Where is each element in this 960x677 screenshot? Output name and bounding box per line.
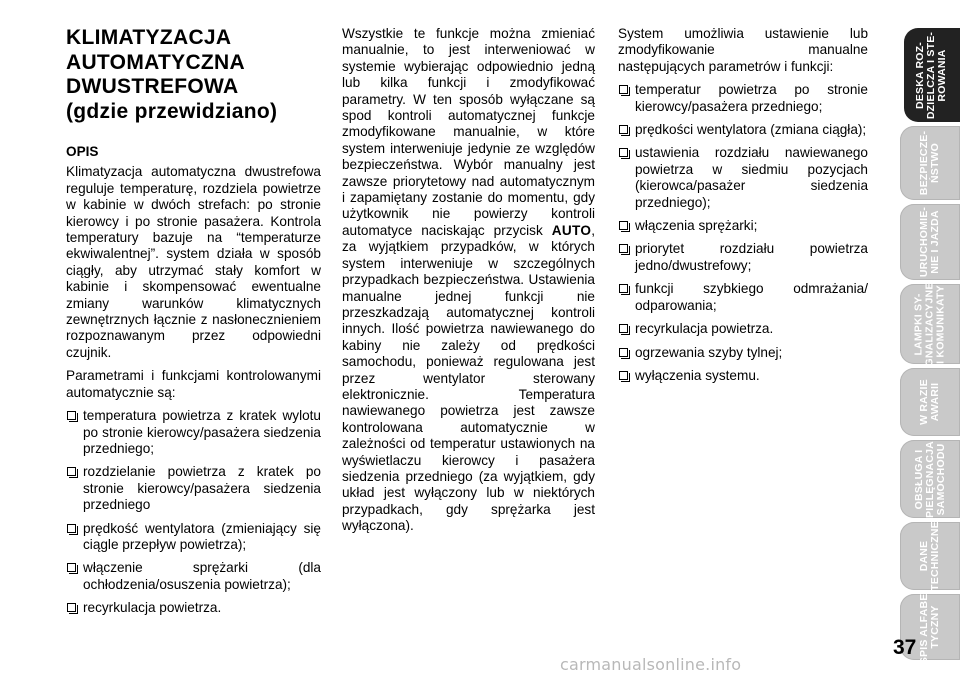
list-item-text: ogrzewania szyby tylnej; [635,344,783,360]
paragraph: System umożliwia ustawienie lub zmodyfikowanie manualne następujących parametrów i funkcji: [618,26,868,74]
checkbox-bullet-icon [619,85,628,94]
column-3 [618,26,868,391]
list-item-text: włączenia sprężarki; [635,218,758,234]
tab-label-line: SPIS ALFABE- [918,589,931,665]
column-2 [342,26,595,542]
checkbox-bullet-icon [619,324,628,333]
column-1 [66,26,321,624]
list-item [618,368,868,384]
tab-label-line: TYCZNY [929,605,942,649]
checkbox-bullet-icon [67,467,76,476]
tab-bezpieczenstwo[interactable] [900,126,960,200]
page-number: 37 [893,636,917,659]
list-item [618,345,868,361]
checkbox-bullet-icon [67,524,76,533]
tab-label-line: LAMPKI SY- [912,292,925,356]
list-item-text: włączenie sprężarki (dla ochłodzenia/osuszenia powietrza); [83,560,321,592]
list-item-text: recyrkulacja powietrza. [83,600,222,616]
list-item [66,560,321,593]
tab-label-line: DESKA ROZ- [914,41,927,109]
tab-dane-techniczne[interactable] [900,522,960,590]
list-item-text: ustawienia rozdziału nawiewanego powietrza w siedmiu pozycjach (kierowca/pasażer siedzenia przedniego); [635,145,868,210]
checkbox-bullet-icon [619,371,628,380]
title-line: KLIMATYZACJA [66,26,232,49]
watermark: carmanualsonline.info [560,655,742,674]
title-line: AUTOMATYCZNA [66,50,245,74]
checkbox-bullet-icon [619,244,628,253]
tab-deska-rozdzielcza[interactable] [904,28,960,122]
tab-label-line: SAMOCHODU [934,443,947,515]
chapter-tabs [880,28,960,665]
checkbox-bullet-icon [619,148,628,157]
tab-obsluga-i-pielegnacja[interactable] [900,440,960,518]
tab-label-line: W RAZIE [917,379,930,425]
tab-label-line: NIE I JAZDA [929,210,941,274]
list-item-text: recyrkulacja powietrza. [635,321,774,337]
paragraph: Parametrami i funkcjami kontrolowanymi automatycznie są: [66,368,321,400]
checkbox-bullet-icon [619,221,628,230]
paragraph: Klimatyzacja automatyczna dwustrefowa reguluje temperaturę, rozdziela powietrze w kabinie w dwóch strefach: po stronie kierowcy i po stronie pasażera. Kontrola temperatury bazuje na “temperaturze ekwiwalentnej”. system działa w sposób ciągły, aby utrzymać stały komfort w kabinie i skompensować ewentualne zmiany warunków klimatycznych zewnętrznych łącznie z nasłonecznieniem rozpoznawanym przez odpowiedni czujnik. [66,164,321,360]
list-item [66,464,321,513]
list-item [66,521,321,554]
tab-label-line: DANE [918,540,931,572]
checkbox-bullet-icon [67,563,76,572]
tab-uruchomienie-i-jazda[interactable] [900,204,960,280]
list-item [66,408,321,457]
checkbox-list [618,82,868,384]
tab-label-line: PIELĘGNACJA [923,440,936,518]
tab-label-line: GNALIZACYJNE [923,281,936,367]
list-item [618,241,868,274]
list-item [618,82,868,115]
list-item [618,321,868,337]
tab-label-line: ŃSTWO [929,142,942,184]
checkbox-bullet-icon [67,603,76,612]
tab-label-line: BEZPIECZE- [918,130,931,196]
paragraph-text: , za wyjątkiem przypadków, w których system interweniuje w szczególnych przypadkach bezpieczeństwa. Ustawienia manualne jednej funkcji nie przeszkadzają automatycznej kontroli innych. Ilość powietrza nawiewanego do kabiny nie zależy od prędkości samochodu, ponieważ regulowana jest przez wentylator sterowany elektronicznie. Temperatura nawiewanego powietrza jest zawsze kontrolowana automatycznie w zależności od temperatur ustawionych na wyświetlaczu kierowcy i pasażera siedzenia przedniego (za wyjątkiem, gdy układ jest wyłączony lub w niektórych przypadkach, gdy sprężarka jest wyłączona). [342,222,595,534]
checkbox-list [66,408,321,616]
list-item-text: prędkość wentylatora (zmieniający się ciągle przepływ powietrza); [83,520,321,552]
auto-keyword: AUTO [551,222,592,238]
tab-label-line: ROWANIA [936,48,949,102]
list-item-text: priorytet rozdziału powietrza jedno/dwustrefowy; [635,241,868,273]
section-title [66,26,321,124]
tab-label-line: DZIELCZA I STE- [925,31,938,119]
list-item-text: temperatur powietrza po stronie kierowcy/pasażera przedniego; [635,82,868,114]
title-subtitle: (gdzie przewidziano) [66,99,278,123]
list-item [66,600,321,616]
subheading-opis: OPIS [66,144,99,159]
list-item [618,281,868,314]
list-item [618,122,868,138]
tab-label-line: AWARII [928,382,941,422]
tab-label-line: TECHNICZNE [929,521,942,591]
tab-label-line: URUCHOMIE- [918,206,930,278]
paragraph-text: Wszystkie te funkcje można zmieniać manualnie, to jest interweniować w systemie wybierając odpowiednio jedną lub kilka funkcji i zmodyfikować parametry. W ten sposób wyłączane są spod kontroli automatycznej funkcje zmodyfikowane manualnie, w które system interweniuje jedynie ze względów bezpieczeństwa. Wybór manualny jest zawsze priorytetowy nad automatycznym i zapamiętany zostanie do momentu, gdy użytkownik nie powierzy kontroli automatyce naciskając przycisk [342,26,595,238]
checkbox-bullet-icon [619,125,628,134]
list-item-text: prędkości wentylatora (zmiana ciągła); [635,122,867,138]
checkbox-bullet-icon [67,411,76,420]
list-item-text: rozdzielanie powietrza z kratek po stronie kierowcy/pasażera siedzenia przedniego [83,464,321,513]
checkbox-bullet-icon [619,348,628,357]
list-item-text: funkcji szybkiego odmrażania/ odparowania; [635,281,868,313]
title-line: DWUSTREFOWA [66,75,239,98]
tab-lampki-sygnalizacyjne[interactable] [900,281,960,367]
list-item [618,145,868,211]
list-item-text: temperatura powietrza z kratek wylotu po stronie kierowcy/pasażera siedzenia przedniego; [83,408,321,456]
list-item [618,218,868,234]
paragraph [342,26,595,535]
list-item-text: wyłączenia systemu. [635,367,760,383]
tab-w-razie-awarii[interactable] [900,368,960,436]
tab-label-line: OBSŁUGA I [912,449,925,509]
tab-label-line: I KOMUNIKATY [934,284,947,364]
checkbox-bullet-icon [619,284,628,293]
